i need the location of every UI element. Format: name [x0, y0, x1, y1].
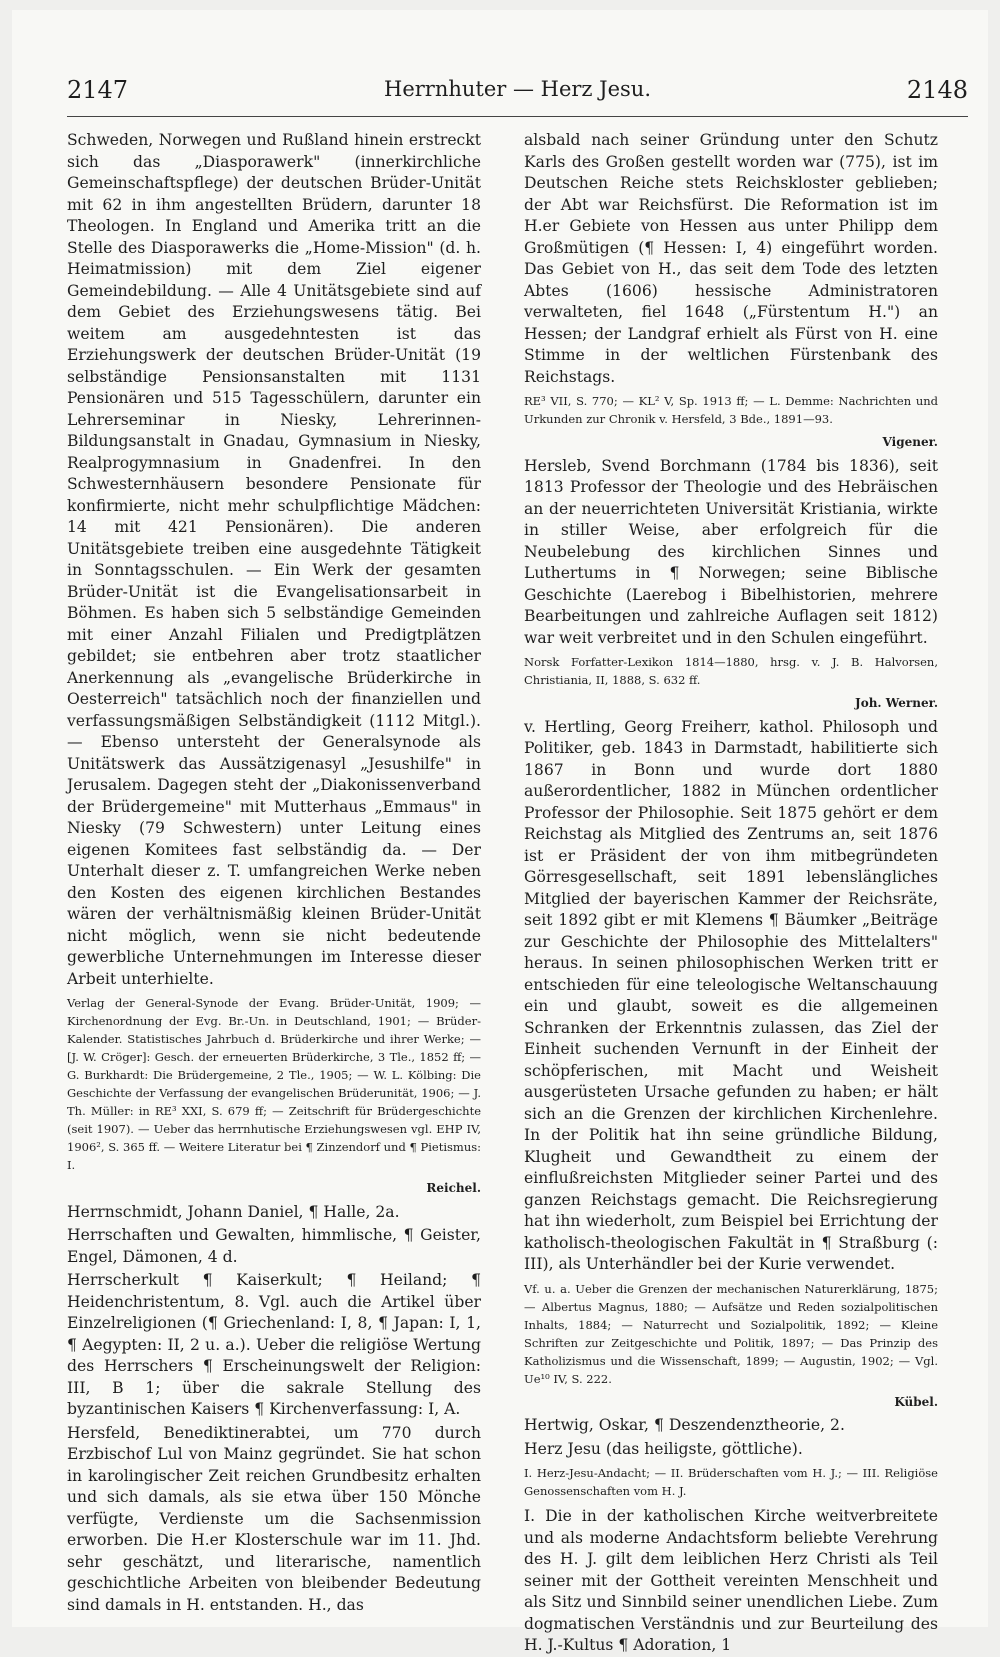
- body-paragraph: I. Die in der katholischen Kirche weitverbreitete und als moderne Andachtsform beliebte Verehrung des H. J. gilt dem leiblichen Herz Christi als Teil seiner mit der Gottheit vereinten Menschheit und als Sitz und Sinnbild seiner unendlichen Liebe. Zum dogmatischen Verständnis und zur Beurteilung des H. J.-Kultus ¶ Adoration, 1: [524, 1507, 938, 1654]
- author-signature: Joh. Werner.: [855, 696, 938, 710]
- entry-herrnschmidt: Herrnschmidt, Johann Daniel, ¶ Halle, 2a.: [67, 1202, 400, 1221]
- running-head: Herrnhuter — Herz Jesu.: [384, 77, 651, 101]
- entry-hertwig: Hertwig, Oskar, ¶ Deszendenztheorie, 2.: [524, 1416, 845, 1434]
- entry-herrschaften: Herrschaften und Gewalten, himmlische, ¶ Geister, Engel, Dämonen, 4 d.: [67, 1226, 481, 1266]
- left-page-number: 2147: [67, 76, 129, 104]
- bibliography: Norsk Forfatter-Lexikon 1814—1880, hrsg. v. J. B. Halvorsen, Christiania, II, 1888, S. 632 ff.: [524, 655, 938, 687]
- entry-herz-jesu: Herz Jesu (das heiligste, göttliche).: [524, 1439, 803, 1458]
- article-outline: I. Herz-Jesu-Andacht; — II. Brüderschaften vom H. J.; — III. Religiöse Genossenschaften vom H. J.: [524, 1466, 938, 1498]
- bibliography: RE³ VII, S. 770; — KL² V, Sp. 1913 ff; — L. Demme: Nachrichten und Urkunden zur Chronik v. Hersfeld, 3 Bde., 1891—93.: [524, 394, 938, 426]
- right-page-number: 2148: [906, 76, 968, 104]
- entry-herrscherkult: Herrscherkult ¶ Kaiserkult; ¶ Heiland; ¶ Heidenchristentum, 8. Vgl. auch die Artikel über Einzelreligionen (¶ Griechenland: I, 8, ¶ Japan: I, 1, ¶ Aegypten: II, 2 u. a.). Ueber die religiöse Wertung des Herrschers ¶ Erscheinungswelt der Religion: III, B 1; über die sakrale Stellung des byzantinischen Kaisers ¶ Kirchenverfassung: I, A.: [67, 1271, 481, 1418]
- author-signature: Kübel.: [894, 1394, 938, 1409]
- book-page: [12, 10, 988, 1654]
- header-rule: [67, 116, 968, 117]
- entry-hersleb: Hersleb, Svend Borchmann (1784 bis 1836), seit 1813 Professor der Theologie und des Hebräischen an der neuerrichteten Universität Kristiania, wirkte in stiller Weise, aber erfolgreich für die Neubelebung des kirchlichen Sinnes und Luthertums in ¶ Norwegen; seine Biblische Geschichte (Laerebog i Bibelhistorien, mehrere Bearbeitungen und zahlreiche Auflagen seit 1812) war weit verbreitet und in den Schulen eingeführt.: [524, 456, 938, 647]
- left-column: [67, 130, 481, 1614]
- body-paragraph: alsbald nach seiner Gründung unter den Schutz Karls des Großen gestellt worden war (775), ist im Deutschen Reiche stets Reichskloster geblieben; der Abt war Reichsfürst. Die Reformation ist im H.er Gebiete von Hessen aus unter Philipp dem Großmütigen (¶ Hessen: I, 4) eingeführt worden. Das Gebiet von H., das seit dem Tode des letzten Abtes (1606) hessische Administratoren verwalteten, fiel 1648 („Fürstentum H.") an Hessen; der Landgraf erhielt als Fürst von H. eine Stimme in der weltlichen Fürstenbank des Reichstags.: [524, 131, 938, 386]
- entry-hertling: v. Hertling, Georg Freiherr, kathol. Philosoph und Politiker, geb. 1843 in Darmstadt, habilitierte sich 1867 in Bonn und wurde dort 1880 außerordentlicher, 1882 in München ordentlicher Professor der Philosophie. Seit 1875 gehört er dem Reichstag als Mitglied des Zentrums an, seit 1876 ist er Präsident der von ihm mitbegründeten Görresgesellschaft, seit 1891 lebenslängliches Mitglied der bayerischen Kammer der Reichsräte, seit 1892 gibt er mit Klemens ¶ Bäumker „Beiträge zur Geschichte der Philosophie des Mittelalters" heraus. In seinen philosophischen Werken tritt er entschieden für eine teleologische Weltanschauung ein und glaubt, soweit es die allgemeinen Schranken der Erkenntnis zulassen, das Ziel der Einheit suchenden Vernunft in der Einheit der schöpferischen, mit Macht und Weisheit ausgerüsteten Ursache gefunden zu haben; er hält sich an die Grenzen der kirchlichen Kirchenlehre. In der Politik hat ihn seine gründliche Bildung, Klugheit und Gewandtheit zu einem der einflußreichsten Mitglieder seiner Partei und des ganzen Reichstags gemacht. Die Reichsregierung hat ihn wiederholt, zum Beispiel bei Errichtung der katholisch-theologischen Fakultät in ¶ Straßburg (: III), als Unterhändler bei der Kurie verwendet.: [524, 717, 938, 1273]
- bibliography: Vf. u. a. Ueber die Grenzen der mechanischen Naturerklärung, 1875; — Albertus Magnus, 1880; — Aufsätze und Reden sozialpolitischen Inhalts, 1884; — Naturrecht und Sozialpolitik, 1892; — Kleine Schriften zur Zeitgeschichte und Politik, 1897; — Das Prinzip des Katholizismus und die Wissenschaft, 1899; — Augustin, 1902; — Vgl. Ue¹⁰ IV, S. 222.: [524, 1281, 938, 1386]
- bibliography: Verlag der General-Synode der Evang. Brüder-Unität, 1909; — Kirchenordnung der Evg. Br.-Un. in Deutschland, 1901; — Brüder-Kalender. Statistisches Jahrbuch d. Brüderkirche und ihrer Werke; — [J. W. Cröger]: Gesch. der erneuerten Brüderkirche, 3 Tle., 1852 ff; — G. Burkhardt: Die Brüdergemeine, 2 Tle., 1905; — W. L. Kölbing: Die Geschichte der Verfassung der evangelischen Brüderunität, 1906; — J. Th. Müller: in RE³ XXI, S. 679 ff; — Zeitschrift für Brüdergeschichte (seit 1907). — Ueber das herrnhutische Erziehungswesen vgl. EHP IV, 1906², S. 365 ff. — Weitere Literatur bei ¶ Zinzendorf und ¶ Pietismus: I.: [67, 996, 481, 1172]
- body-paragraph: Schweden, Norwegen und Rußland hinein erstreckt sich das „Diasporawerk" (innerkirchliche Gemeinschaftspflege) der deutschen Brüder-Unität mit 62 in ihm angestellten Brüdern, darunter 18 Theologen. In England und Amerika tritt an die Stelle des Diasporawerks die „Home-Mission" (d. h. Heimatmission) mit dem Ziel eigener Gemeindebildung. — Alle 4 Unitätsgebiete sind auf dem Gebiet des Erziehungswesens tätig. Bei weitem am ausgedehntesten ist das Erziehungswerk der deutschen Brüder-Unität (19 selbständige Pensionsanstalten mit 1131 Pensionären und 515 Tagesschülern, darunter ein Lehrerseminar in Niesky, Lehrerinnen-Bildungsanstalt in Gnadau, Gymnasium in Niesky, Realprogymnasium in Gnadenfrei. In den Schwesternhäusern besondere Pensionate für konfirmierte, nicht mehr schulpflichtige Mädchen: 14 mit 421 Pensionären). Die anderen Unitätsgebiete treiben eine ausgedehnte Tätigkeit in Sonntagsschulen. — Ein Werk der gesamten Brüder-Unität ist die Evangelisationsarbeit in Böhmen. Es haben sich 5 selbständige Gemeinden mit einer Anzahl Filialen und Predigtplätzen gebildet; sie entbehren aber trotz staatlicher Anerkennung als „evangelische Brüderkirche in Oesterreich" tatsächlich noch der finanziellen und verfassungsmäßigen Selbständigkeit (1112 Mitgl.). — Ebenso untersteht der Generalsynode als Unitätswerk das Aussätzigenasyl „Jesushilfe" in Jerusalem. Dagegen steht der „Diakonissenverband der Brüdergemeine" mit Mutterhaus „Emmaus" in Niesky (79 Schwestern) unter Leitung eines eigenen Komitees fast selbständig da. — Der Unterhalt dieser z. T. umfangreichen Werke neben den Kosten des eigenen kirchlichen Bestandes wären der verhältnismäßig kleinen Brüder-Unität nicht möglich, wenn sie nicht bedeutende gewerbliche Unternehmungen im Interesse dieser Arbeit unterhielte.: [67, 131, 481, 988]
- right-column: [524, 130, 938, 1654]
- entry-hersfeld: Hersfeld, Benediktinerabtei, um 770 durch Erzbischof Lul von Mainz gegründet. Sie hat schon in karolingischer Zeit reichen Grundbesitz erhalten und sich damals, als sie etwa über 150 Mönche verfügte, Verdienste um die Sachsenmission erworben. Die H.er Klosterschule war im 11. Jhd. sehr geschätzt, und literarische, namentlich geschichtliche Arbeiten von bleibender Bedeutung sind damals in H. entstanden. H., das: [67, 1423, 481, 1614]
- author-signature: Vigener.: [882, 435, 938, 449]
- page-header: [67, 76, 968, 116]
- author-signature: Reichel.: [426, 1181, 481, 1195]
